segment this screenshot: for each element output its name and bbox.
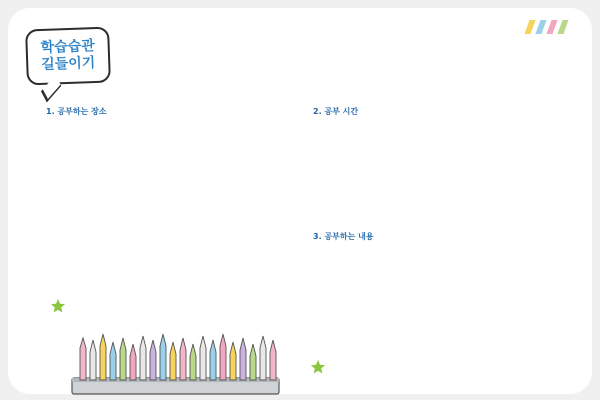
handwritten-note — [310, 359, 570, 375]
star-icon — [310, 359, 326, 375]
page-title-line1: 학습습관 — [40, 38, 95, 56]
section-heading: 1. 공부하는 장소 — [46, 107, 107, 116]
stripe-pink — [546, 20, 557, 34]
page — [8, 8, 592, 394]
handwritten-note — [50, 298, 290, 314]
section-study-time — [313, 106, 563, 122]
stripe-yellow — [524, 20, 535, 34]
section-heading: 2. 공부 시간 — [313, 107, 359, 116]
stripe-green — [557, 20, 568, 34]
page-title-line2: 길들이기 — [40, 55, 96, 73]
section-study-place — [46, 106, 291, 122]
section-heading: 3. 공부하는 내용 — [313, 232, 374, 241]
star-icon — [50, 298, 66, 314]
section-study-content — [313, 231, 563, 247]
pencils-illustration — [68, 328, 283, 398]
stripe-blue — [535, 20, 546, 34]
bubble-tail — [41, 75, 61, 103]
title-bubble — [25, 27, 111, 86]
decorative-stripes — [527, 20, 566, 34]
